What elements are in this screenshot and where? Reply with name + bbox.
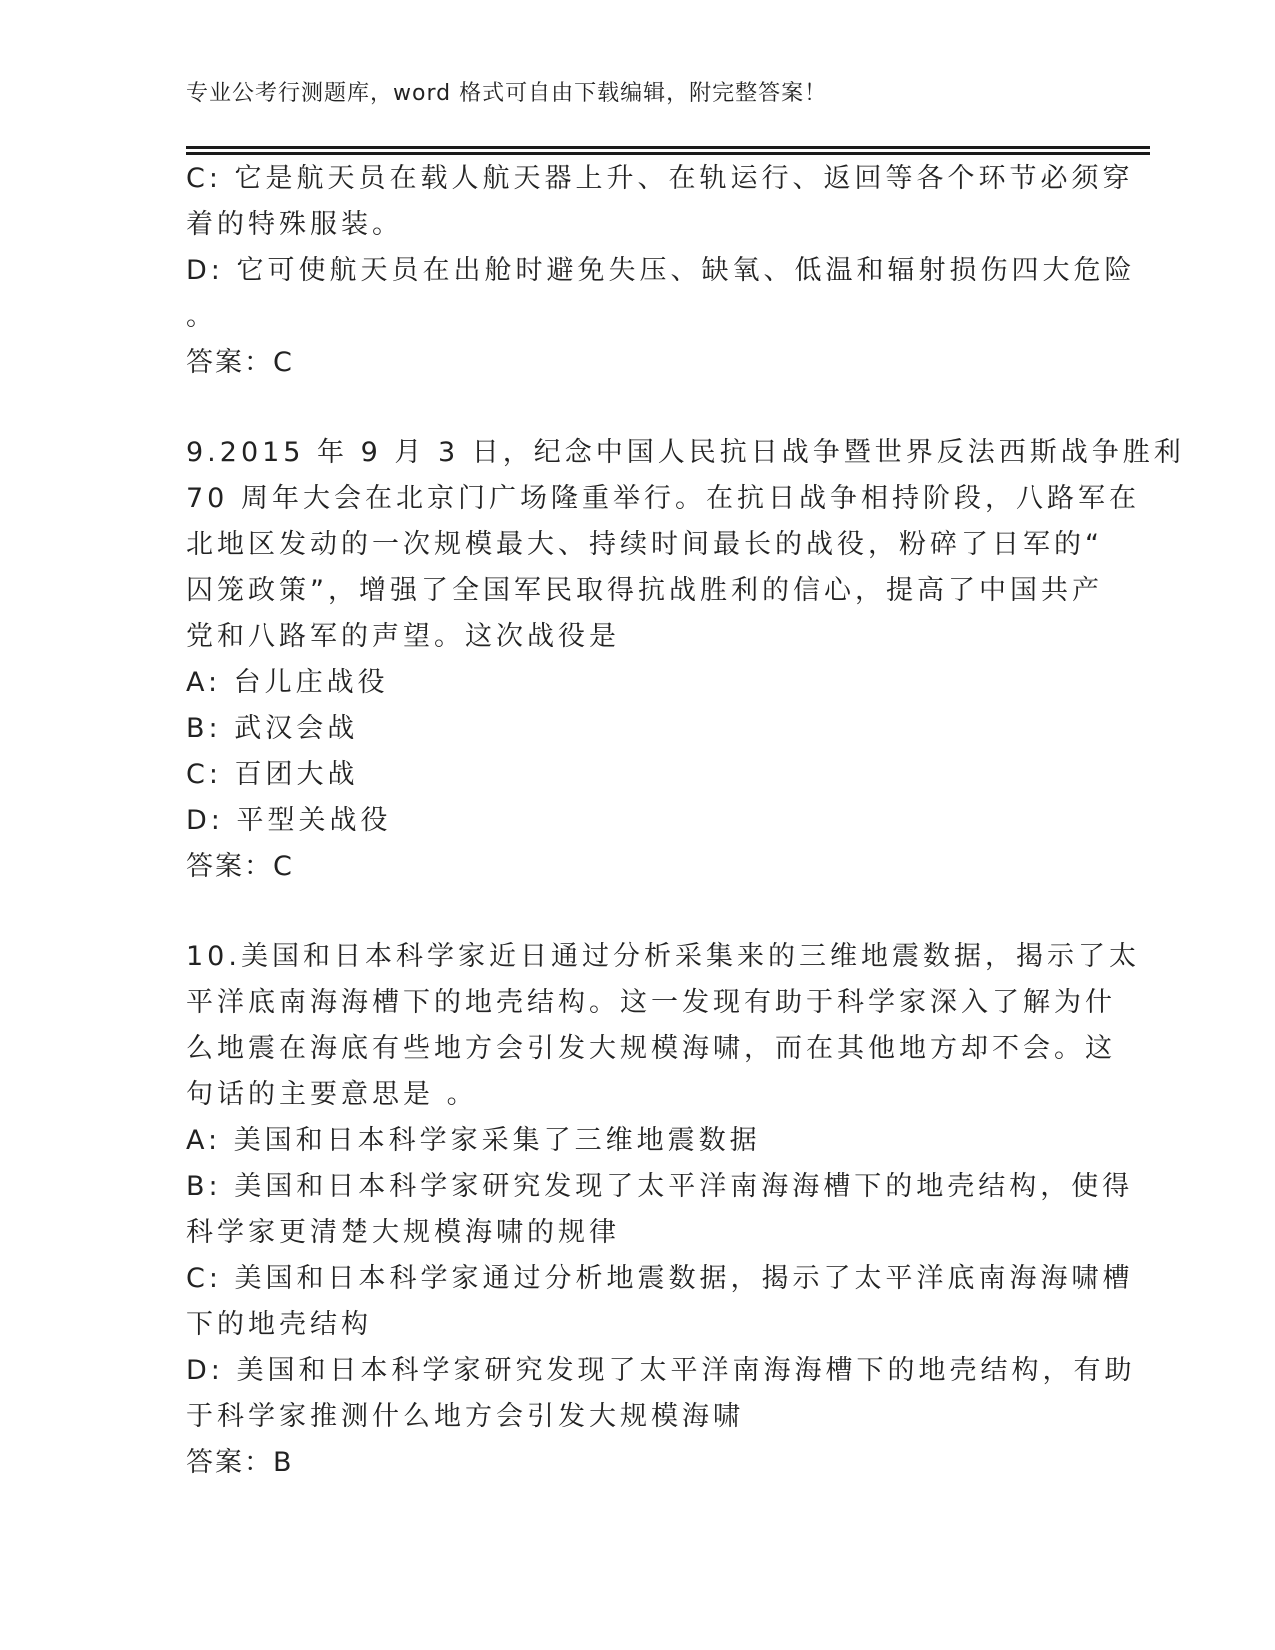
spacer [186, 386, 1086, 430]
q9-option-b: B: 武汉会战 [186, 713, 359, 744]
q9-answer: 答案：C [186, 851, 294, 882]
spacer [186, 890, 1086, 934]
q9-stem-line-1: 9.2015 年 9 月 3 日，纪念中国人民抗日战争暨世界反法西斯战争胜利 [186, 437, 1185, 468]
q10-option-c-line-1: C: 美国和日本科学家通过分析地震数据，揭示了太平洋底南海海啸槽 [186, 1263, 1134, 1294]
q8-answer: 答案：C [186, 347, 294, 378]
q10-option-a: A: 美国和日本科学家采集了三维地震数据 [186, 1125, 761, 1156]
q9-option-d: D: 平型关战役 [186, 805, 392, 836]
header-rule-top [186, 146, 1150, 149]
q10-stem-line-1: 10.美国和日本科学家近日通过分析采集来的三维地震数据，揭示了太 [186, 941, 1140, 972]
question-8-tail [186, 156, 1136, 386]
q10-stem-line-4: 句话的主要意思是 。 [186, 1079, 478, 1110]
q9-stem-line-4: 囚笼政策”，增强了全国军民取得抗战胜利的信心，提高了中国共产 [186, 575, 1103, 606]
q9-option-c: C: 百团大战 [186, 759, 359, 790]
q10-option-b-line-2: 科学家更清楚大规模海啸的规律 [186, 1217, 620, 1248]
q10-option-d-line-2: 于科学家推测什么地方会引发大规模海啸 [186, 1401, 744, 1432]
q8-option-d-line-2: 。 [186, 301, 217, 332]
q8-option-c-line-2: 着的特殊服装。 [186, 209, 403, 240]
q10-stem-line-3: 么地震在海底有些地方会引发大规模海啸，而在其他地方却不会。这 [186, 1033, 1116, 1064]
q9-stem-line-2: 70 周年大会在北京门广场隆重举行。在抗日战争相持阶段，八路军在 [186, 483, 1140, 514]
q9-stem-line-3: 北地区发动的一次规模最大、持续时间最长的战役，粉碎了日军的“ [186, 529, 1103, 560]
page-header: 专业公考行测题库，word 格式可自由下载编辑，附完整答案！ [186, 81, 828, 106]
q10-option-c-line-2: 下的地壳结构 [186, 1309, 372, 1340]
document-body [186, 156, 1185, 1486]
question-10 [186, 934, 1140, 1486]
q10-option-d-line-1: D: 美国和日本科学家研究发现了太平洋南海海槽下的地壳结构，有助 [186, 1355, 1136, 1386]
q9-stem-line-5: 党和八路军的声望。这次战役是 [186, 621, 620, 652]
q8-option-d-line-1: D: 它可使航天员在出舱时避免失压、缺氧、低温和辐射损伤四大危险 [186, 255, 1136, 286]
q9-option-a: A: 台儿庄战役 [186, 667, 389, 698]
q10-option-b-line-1: B: 美国和日本科学家研究发现了太平洋南海海槽下的地壳结构，使得 [186, 1171, 1134, 1202]
q8-option-c-line-1: C: 它是航天员在载人航天器上升、在轨运行、返回等各个环节必须穿 [186, 163, 1134, 194]
header-rule-bottom [186, 152, 1150, 155]
question-9 [186, 430, 1185, 890]
q10-stem-line-2: 平洋底南海海槽下的地壳结构。这一发现有助于科学家深入了解为什 [186, 987, 1116, 1018]
q10-answer: 答案：B [186, 1447, 294, 1478]
